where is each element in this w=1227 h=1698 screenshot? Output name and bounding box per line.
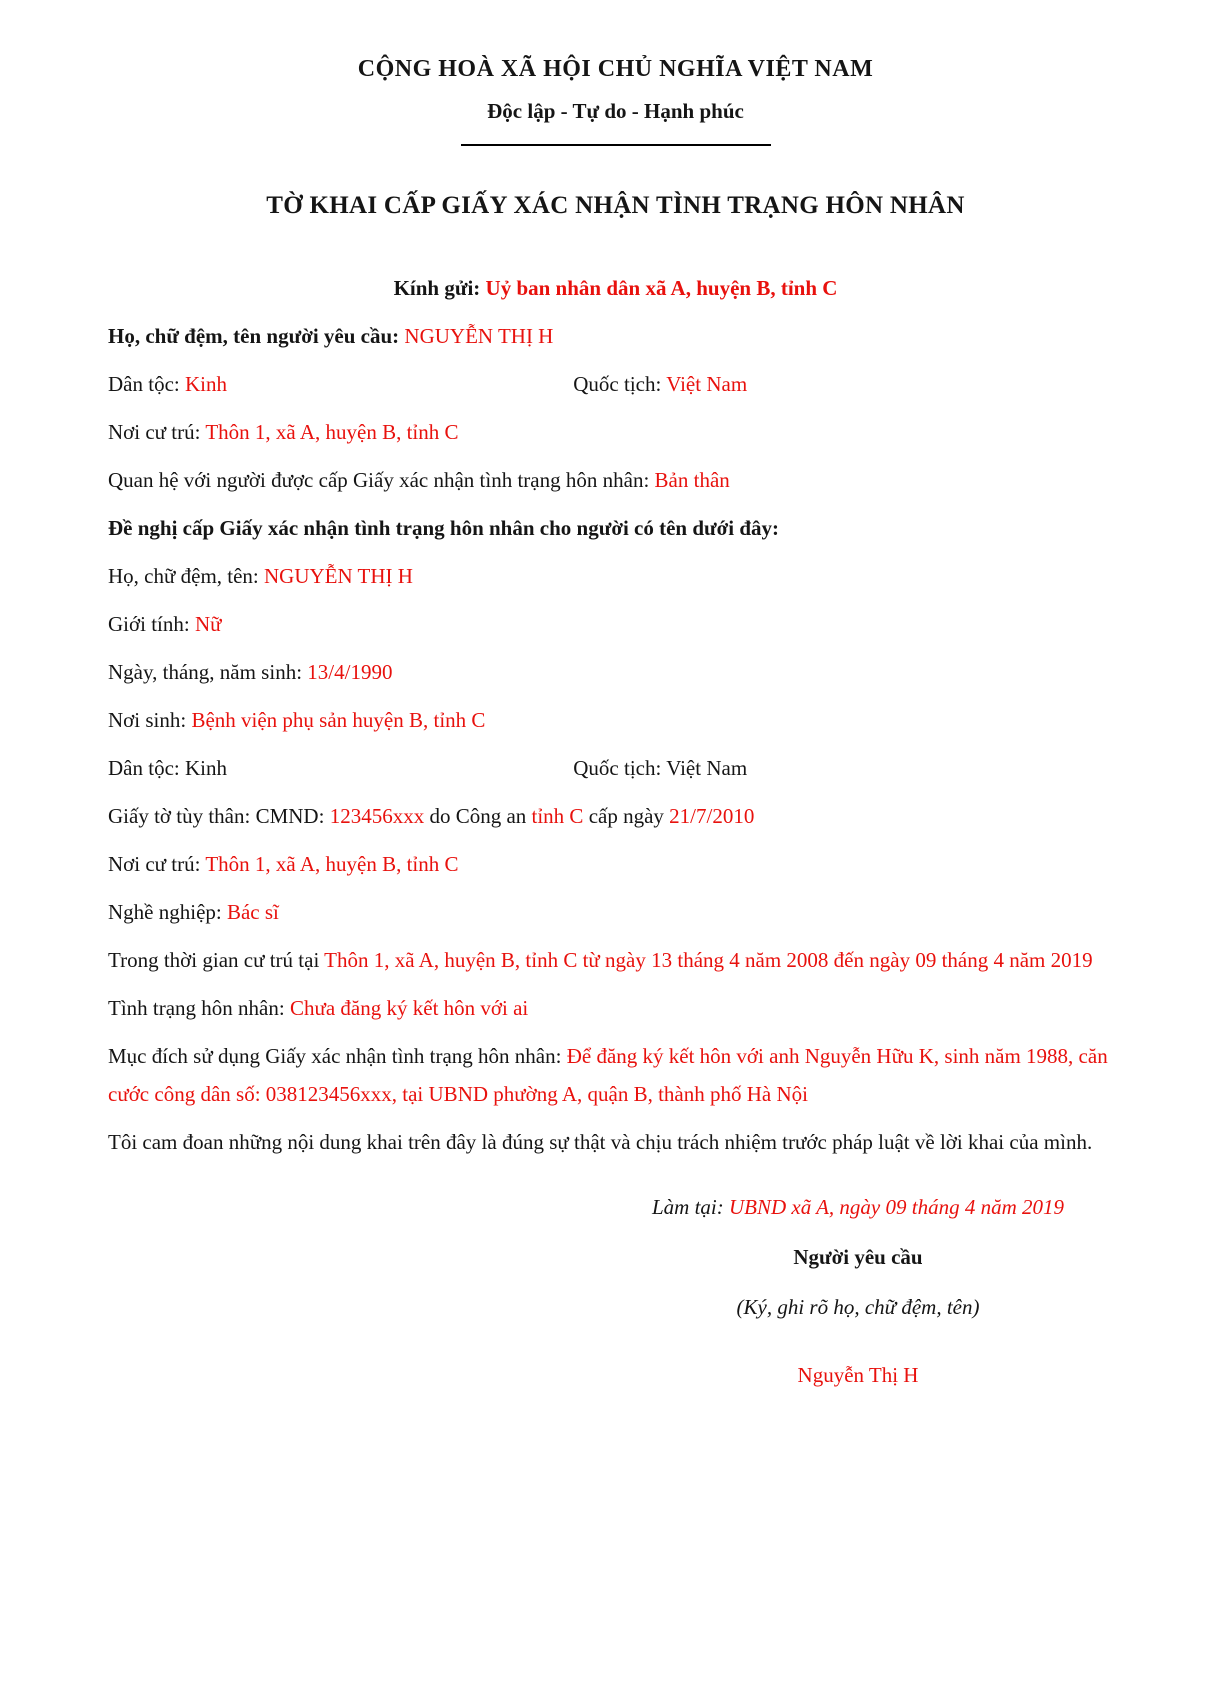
- purpose-row: [108, 1032, 1123, 1118]
- subject-ethnicity-label: Dân tộc:: [108, 756, 180, 780]
- signature-block: [593, 1182, 1123, 1400]
- subject-name-row: [108, 552, 1123, 600]
- subject-nationality-label: Quốc tịch:: [573, 756, 662, 780]
- id-document-issuer-place: tỉnh C: [531, 804, 584, 828]
- applicant-ethnicity-nationality-row: [108, 360, 1123, 408]
- applicant-residence-value: Thôn 1, xã A, huyện B, tỉnh C: [205, 420, 459, 444]
- form-body: [108, 264, 1123, 1400]
- applicant-nationality-value: Việt Nam: [666, 372, 748, 396]
- occupation-label: Nghề nghiệp:: [108, 900, 222, 924]
- applicant-ethnicity-group: [108, 365, 568, 403]
- id-document-label: Giấy tờ tùy thân: CMND:: [108, 804, 325, 828]
- subject-residence-row: [108, 840, 1123, 888]
- id-document-issued-date: 21/7/2010: [669, 804, 755, 828]
- subject-name-value: NGUYỄN THỊ H: [264, 564, 413, 588]
- applicant-ethnicity-label: Dân tộc:: [108, 372, 180, 396]
- header-divider: [461, 144, 771, 146]
- gender-value: Nữ: [194, 612, 222, 636]
- subject-nationality-group: [573, 756, 747, 780]
- residence-period-value: Thôn 1, xã A, huyện B, tỉnh C từ ngày 13 tháng 4 năm 2008 đến ngày 09 tháng 4 năm 2019: [324, 948, 1093, 972]
- subject-ethnicity-group: [108, 749, 568, 787]
- residence-period-row: [108, 936, 1123, 984]
- place-date-line: [593, 1182, 1123, 1232]
- purpose-value: Để đăng ký kết hôn với anh Nguyễn Hữu K, sinh năm 1988, căn cước công dân số: 038123456xxx, tại UBND phường A, quận B, thành phố Hà Nội: [108, 1044, 1108, 1106]
- national-motto: Độc lập - Tự do - Hạnh phúc: [487, 99, 744, 123]
- marital-status-value: Chưa đăng ký kết hôn với ai: [289, 996, 529, 1020]
- birthplace-row: [108, 696, 1123, 744]
- recipient-value: Uỷ ban nhân dân xã A, huyện B, tỉnh C: [485, 276, 838, 300]
- relationship-label: Quan hệ với người được cấp Giấy xác nhận tình trạng hôn nhân:: [108, 468, 650, 492]
- purpose-label: Mục đích sử dụng Giấy xác nhận tình trạng hôn nhân:: [108, 1044, 562, 1068]
- marital-status-label: Tình trạng hôn nhân:: [108, 996, 285, 1020]
- residence-period-label: Trong thời gian cư trú tại: [108, 948, 320, 972]
- applicant-nationality-label: Quốc tịch:: [573, 372, 662, 396]
- subject-nationality-value: Việt Nam: [666, 756, 748, 780]
- occupation-row: [108, 888, 1123, 936]
- dob-value: 13/4/1990: [307, 660, 393, 684]
- relationship-value: Bản thân: [654, 468, 730, 492]
- applicant-residence-row: [108, 408, 1123, 456]
- marital-status-row: [108, 984, 1123, 1032]
- signer-role: Người yêu cầu: [793, 1245, 923, 1269]
- subject-ethnicity-nationality-row: [108, 744, 1123, 792]
- place-date-value: UBND xã A, ngày 09 tháng 4 năm 2019: [729, 1195, 1065, 1219]
- subject-residence-value: Thôn 1, xã A, huyện B, tỉnh C: [205, 852, 459, 876]
- gender-row: [108, 600, 1123, 648]
- national-header: [108, 56, 1123, 220]
- signing-note: (Ký, ghi rõ họ, chữ đệm, tên): [736, 1295, 980, 1319]
- dob-row: [108, 648, 1123, 696]
- id-document-row: [108, 792, 1123, 840]
- applicant-name-value: NGUYỄN THỊ H: [404, 324, 554, 348]
- id-document-number: 123456xxx: [329, 804, 425, 828]
- national-title: CỘNG HOÀ XÃ HỘI CHỦ NGHĨA VIỆT NAM: [357, 56, 874, 82]
- applicant-name-row: [108, 312, 1123, 360]
- id-document-issued-prefix: cấp ngày: [588, 804, 664, 828]
- birthplace-label: Nơi sinh:: [108, 708, 187, 732]
- form-title: TỜ KHAI CẤP GIẤY XÁC NHẬN TÌNH TRẠNG HÔN NHÂN: [266, 192, 965, 219]
- recipient-label: Kính gửi:: [393, 276, 481, 300]
- applicant-ethnicity-value: Kinh: [184, 372, 227, 396]
- gender-label: Giới tính:: [108, 612, 190, 636]
- declaration-paragraph: Tôi cam đoan những nội dung khai trên đây là đúng sự thật và chịu trách nhiệm trước pháp luật về lời khai của mình.: [108, 1130, 1093, 1154]
- applicant-residence-label: Nơi cư trú:: [108, 420, 201, 444]
- relationship-row: [108, 456, 1123, 504]
- request-heading: Đề nghị cấp Giấy xác nhận tình trạng hôn nhân cho người có tên dưới đây:: [108, 516, 780, 540]
- dob-label: Ngày, tháng, năm sinh:: [108, 660, 303, 684]
- subject-ethnicity-value: Kinh: [184, 756, 227, 780]
- occupation-value: Bác sĩ: [226, 900, 279, 924]
- signer-name: Nguyễn Thị H: [797, 1363, 919, 1387]
- subject-residence-label: Nơi cư trú:: [108, 852, 201, 876]
- birthplace-value: Bệnh viện phụ sản huyện B, tỉnh C: [191, 708, 486, 732]
- recipient-line: [108, 264, 1123, 312]
- subject-name-label: Họ, chữ đệm, tên:: [108, 564, 259, 588]
- applicant-nationality-group: [573, 372, 747, 396]
- applicant-name-label: Họ, chữ đệm, tên người yêu cầu:: [108, 324, 400, 348]
- place-date-label: Làm tại:: [651, 1195, 724, 1219]
- id-document-issuer-prefix: do Công an: [429, 804, 527, 828]
